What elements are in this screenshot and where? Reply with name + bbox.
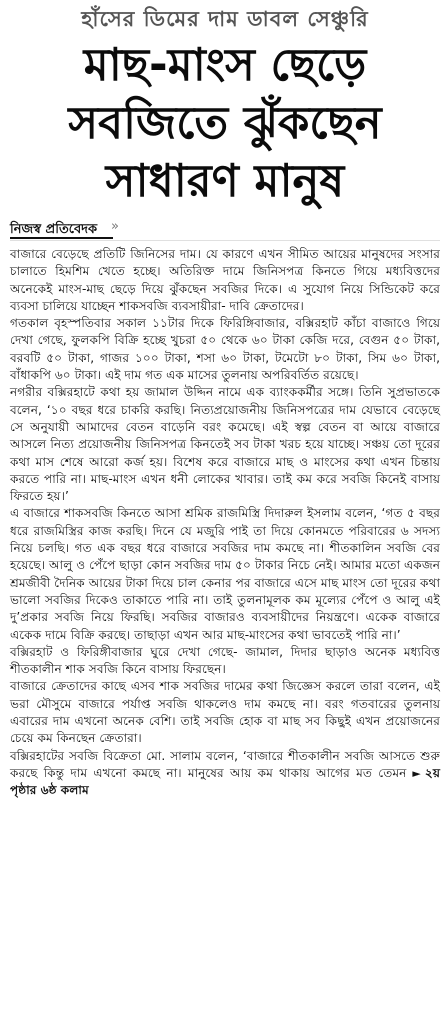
byline-arrow-icon: » [111,219,119,234]
headline-line-1: মাছ-মাংস ছেড়ে [83,38,367,91]
paragraph-3: নগরীর বক্সিরহাটে কথা হয় জামাল উদ্দিন নামে এক ব্যাংককর্মীর সঙ্গে। তিনি সুপ্রভাতকে বলেন, ‘১০ বছর ধরে চাকরি করছি। নিত্যপ্রয়োজনীয় জিনিসপত্রের দাম যেভাবে বেড়েছে সে অনুযায়ী আমাদের বেতন বাড়েনি বরং কমেছে। এই স্বল্প বেতন বা আয়ে বাজারে আসলে নিত্য প্রয়োজনীয় জিনিসপত্র কিনতেই সব টাকা খরচ হয়ে যাচ্ছে। সঞ্চয় তো দূরের কথা মাস শেষে আরো কর্জ হয়। বিশেষ করে বাজারে মাছ ও মাংসের কথা এখন চিন্তায় করতে পারি না। মাছ-মাংস এখন ধনী লোকের খাবার। তাই কম করে সবজি কিনেই বাসায় ফিরতে হয়।’ [10,385,440,504]
paragraph-7 [10,748,440,800]
continued-note: ২য় পৃষ্ঠার ৬ষ্ঠ কলাম [10,765,440,798]
headline-line-3: সাধারণ মানুষ [105,154,345,207]
paragraph-1: বাজারে বেড়েছে প্রতিটি জিনিসের দাম। যে কারণে এখন সীমিত আয়ের মানুষদের সংসার চালাতে হিমশিম খেতে হচ্ছে। অতিরিক্ত দামে জিনিসপত্র কিনতে গিয়ে মধ্যবিত্তদের অনেকেই মাংস-মাছ ছেড়ে দিয়ে ঝুঁকছেন সবজির দিকে। এ সুযোগ নিয়ে সিন্ডিকেট করে ব্যবসা চালিয়ে যাচ্ছেন শাকসবজি ব্যবসায়ীরা- দাবি ক্রেতাদের। [10,247,440,313]
article-body [10,246,440,800]
continued-arrow-icon: ► [412,766,421,780]
article-headline [10,36,440,210]
article-kicker: হাঁসের ডিমের দাম ডাবল সেঞ্চুরি [81,7,369,31]
byline: নিজস্ব প্রতিবেদক [10,222,98,237]
paragraph-5: বক্সিরহাট ও ফিরিঙ্গীবাজার ঘুরে দেখা গেছে- জামাল, দিদার ছাড়াও অনেক মধ্যবিত্ত শীতকালীন শাক সবজি কিনে বাসায় ফিরছেন। [10,644,440,677]
byline-row [10,218,440,241]
paragraph-4: এ বাজারে শাকসবজি কিনতে আসা শ্রমিক রাজমিস্ত্রি দিদারুল ইসলাম বলেন, ‘গত ৫ বছর ধরে রাজমিস্ত্রির কাজ করছি। দিনে যে মজুরি পাই তা দিয়ে কোনমতে পরিবারের ৬ সদস্য নিয়ে চলছি। গত এক বছর ধরে বাজারে সবজির দাম কমছে না। শীতকালিন সবজি বের হয়েছে। আলু ও পেঁপে ছাড়া কোন সবজির দাম ৫০ টাকার নিচে নেই। আমার মতো একজন শ্রমজীবী দৈনিক আয়ের টাকা দিয়ে চাল কেনার পর বাজারে এসে মাছ মাংস তো দূরের কথা ভালো সবজির দিকেও তাকাতে পারি না। তাই তুলনামূলক কম মূল্যের পেঁপে ও আলু এই দু’প্রকার সবজি নিয়ে ফিরছি। সবজির বাজারও ব্যবসায়ীদের নিয়ন্ত্রণে। একেক বাজারে একেক দামে বিক্রি করছে। তাছাড়া এখন আর মাছ-মাংসের কথা ভাবতেই পারি না।’ [10,506,440,642]
paragraph-2: গতকাল বৃহস্পতিবার সকাল ১১টার দিকে ফিরিঙ্গিবাজার, বক্সিরহাট কাঁচা বাজাওে গিয়ে দেখা গেছে, ফুলকপি বিক্রি হচ্ছে খুচরা ৫০ থেকে ৬০ টাকা কেজি দরে, বেগুন ৫০ টাকা, বরবটি ৫০ টাকা, গাজর ১০০ টাকা, শসা ৬০ টাকা, টমেটো ৮০ টাকা, সিম ৬০ টাকা, বাঁধাকপি ৬০ টাকা। এই দাম গত এক মাসের তুলনায় অপরিবর্তিত রয়েছে। [10,316,440,383]
paragraph-6: বাজারে ক্রেতাদের কাছে এসব শাক সবজির দামের কথা জিজ্ঞেস করলে তারা বলেন, এই ভরা মৌসুমে বাজারে পর্যাপ্ত সবজি থাকলেও দাম কমছে না। বরং গতবারের তুলনায় এবারের দাম এখনো অনেক বেশি। তাই সবজি হোক বা মাছ সব কিছুই এখন প্রয়োজনের চেয়ে কম কিনছেন ক্রেতারা। [10,679,440,746]
headline-line-2: সবজিতে ঝুঁকছেন [68,96,382,149]
paragraph-7-text: বক্সিরহাটের সবজি বিক্রেতা মো. সালাম বলেন, ‘বাজারে শীতকালীন সবজি আসতে শুরু করছে কিন্তু দাম এখনো কমছে না। মানুষের আয় কম থাকায় আগের মত তেমন [10,748,440,780]
byline-underline [10,237,113,239]
